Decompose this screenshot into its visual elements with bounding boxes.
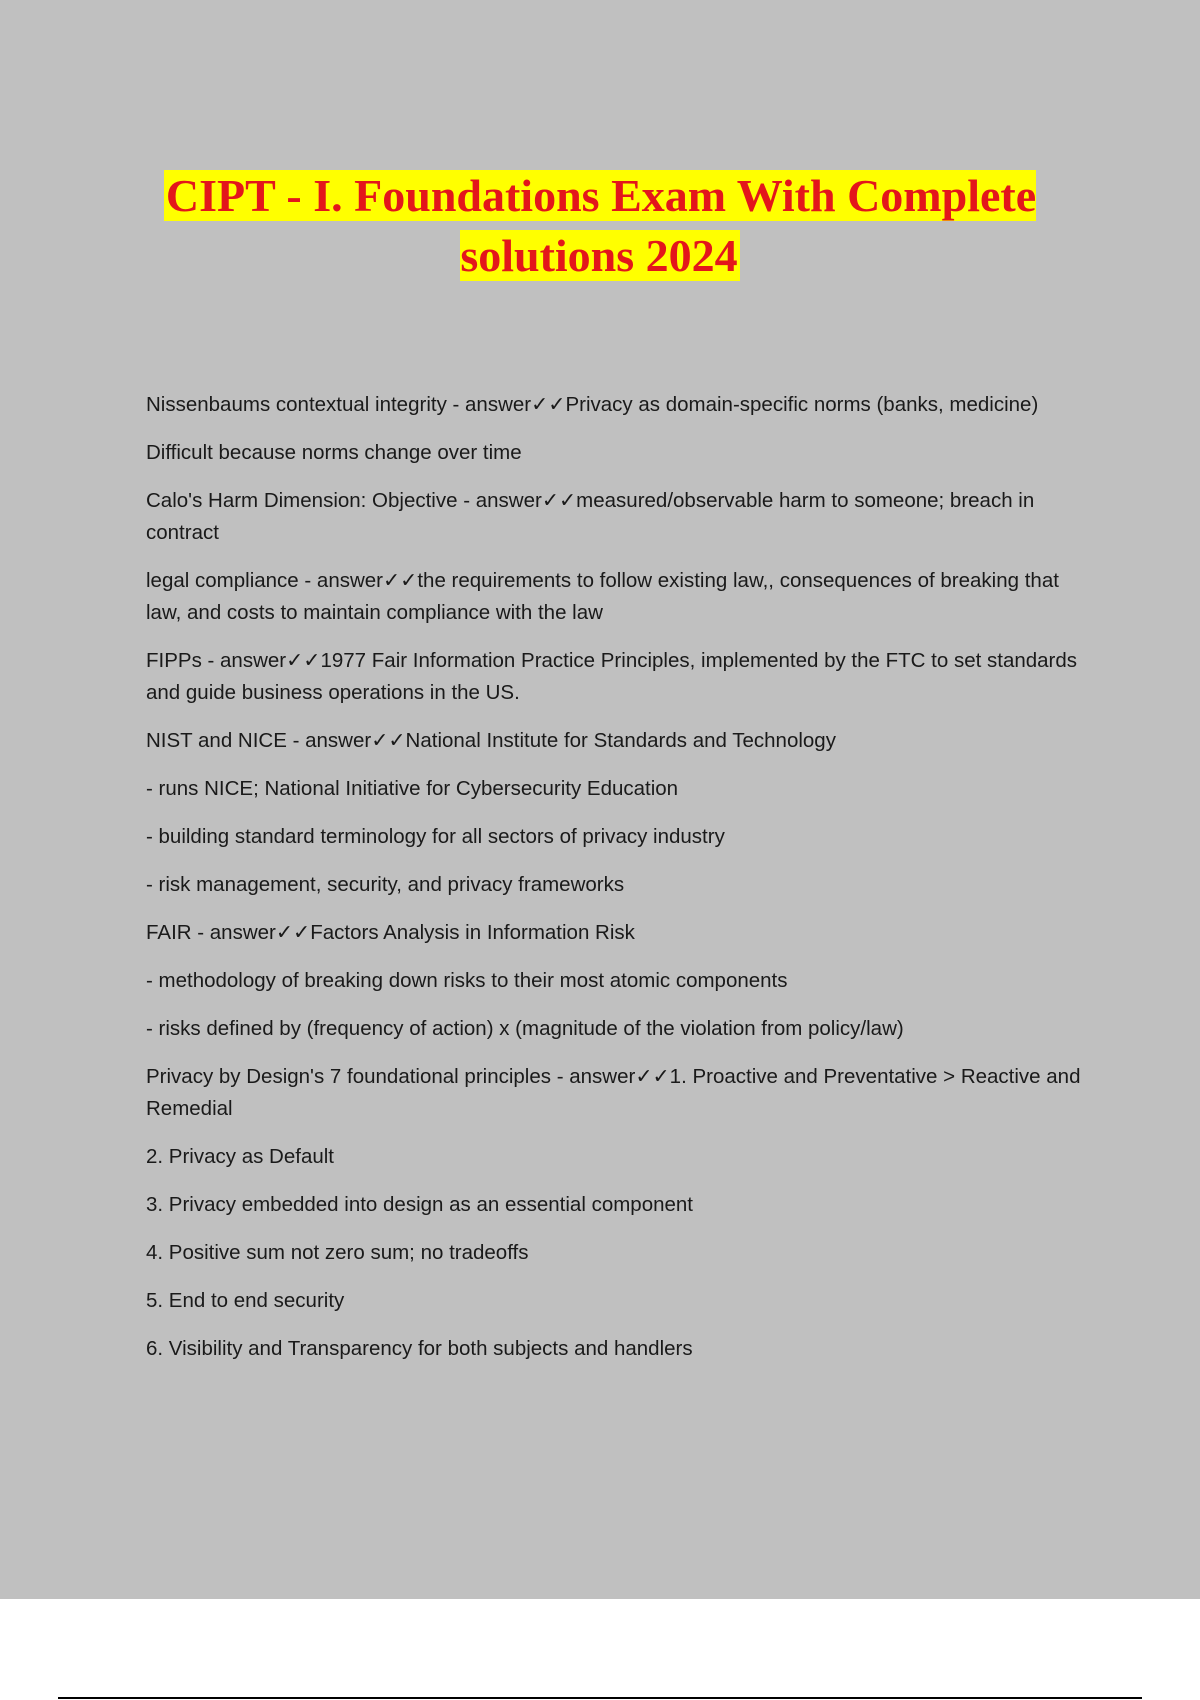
paragraph: Difficult because norms change over time xyxy=(146,441,522,464)
paragraph: 5. End to end security xyxy=(146,1289,345,1312)
paragraph: - risks defined by (frequency of action) x (magnitude of the violation from policy/law) xyxy=(146,1017,904,1040)
paragraph: 6. Visibility and Transparency for both subjects and handlers xyxy=(146,1337,693,1360)
document-title xyxy=(100,166,1100,286)
document-body xyxy=(146,389,1096,1381)
paragraph: - risk management, security, and privacy frameworks xyxy=(146,873,625,896)
footer-divider xyxy=(58,1697,1142,1699)
paragraph: 2. Privacy as Default xyxy=(146,1145,334,1168)
paragraph: Privacy by Design's 7 foundational principles - answer✓✓1. Proactive and Preventative > Reactive and Remedial xyxy=(146,1065,1081,1120)
paragraph: Nissenbaums contextual integrity - answer✓✓Privacy as domain-specific norms (banks, medicine) xyxy=(146,393,1039,416)
paragraph: NIST and NICE - answer✓✓National Institute for Standards and Technology xyxy=(146,729,836,752)
paragraph: - building standard terminology for all sectors of privacy industry xyxy=(146,825,725,848)
paragraph: - methodology of breaking down risks to their most atomic components xyxy=(146,969,788,992)
paragraph: Calo's Harm Dimension: Objective - answer✓✓measured/observable harm to someone; breach in contract xyxy=(146,489,1035,544)
paragraph: FAIR - answer✓✓Factors Analysis in Information Risk xyxy=(146,921,635,944)
paragraph: legal compliance - answer✓✓the requirements to follow existing law,, consequences of breaking that law, and costs to maintain compliance with the law xyxy=(146,569,1059,624)
paragraph: - runs NICE; National Initiative for Cybersecurity Education xyxy=(146,777,679,800)
paragraph: 3. Privacy embedded into design as an essential component xyxy=(146,1193,694,1216)
title-highlight: CIPT - I. Foundations Exam With Complete solutions 2024 xyxy=(165,170,1037,281)
paragraph: FIPPs - answer✓✓1977 Fair Information Practice Principles, implemented by the FTC to set standards and guide business operations in the US. xyxy=(146,649,1078,704)
paragraph: 4. Positive sum not zero sum; no tradeoffs xyxy=(146,1241,529,1264)
